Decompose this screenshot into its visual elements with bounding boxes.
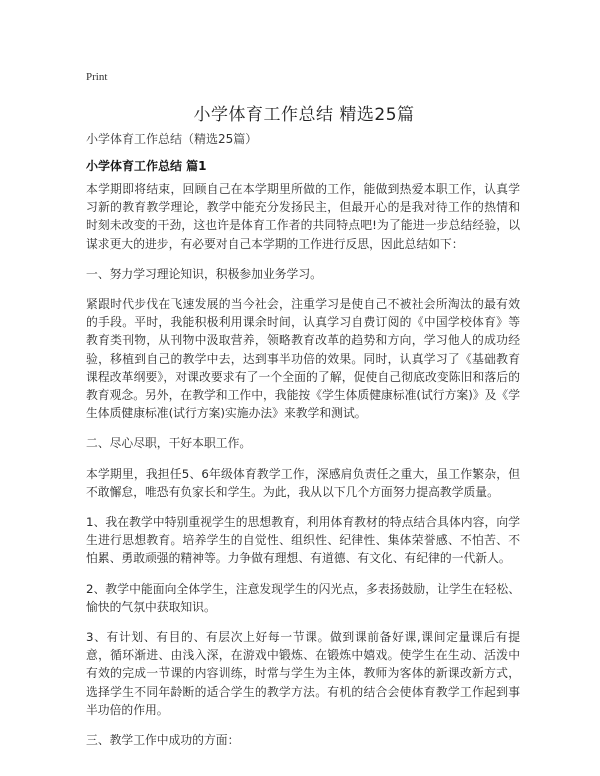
paragraph-study: 紧跟时代步伐在飞速发展的当今社会，注重学习是使自己不被社会所淘汰的最有效的手段。平时，我能积极利用课余时间，认真学习自费订阅的《中国学校体育》等教育类刊物，从刊物中汲取营养，领略教育改革的趋势和方向，学习他人的成功经验，移植到自己的教学中去，达到事半功倍的效果。同时，认真学习了《基础教育课程改革纲要》，对课改要求有了一个全面的了解，促使自己彻底改变陈旧和落后的教育观念。另外，在教学和工作中，我能按《学生体质健康标准(试行方案)》及《学生体质健康标准(试行方案)实施办法》来教学和测试。	[86, 297, 520, 421]
print-label: Print	[86, 71, 108, 83]
heading-part-three: 三、教学工作中成功的方面：	[86, 733, 240, 748]
paragraph-item-1: 1、我在教学中特别重视学生的思想教育，利用体育教材的特点结合具体内容，向学生进行思想教育。培养学生的自觉性、组织性、纪律性、集体荣誉感、不怕苦、不怕累、勇敢顽强的精神等。力争做有理想、有道德、有文化、有纪律的一代新人。	[86, 515, 520, 566]
document-title: 小学体育工作总结 精选25篇	[193, 105, 415, 125]
heading-part-one: 一、努力学习理论知识，积极参加业务学习。	[86, 266, 322, 281]
paragraph-item-2: 2、教学中能面向全体学生，注意发现学生的闪光点，多表扬鼓励，让学生在轻松、愉快的气氛中获取知识。	[86, 581, 520, 614]
paragraph-duties: 本学期里，我担任5、6年级体育教学工作，深感肩负责任之重大，虽工作繁杂，但不敢懈怠，唯恐有负家长和学生。为此，我从以下几个方面努力提高教学质量。	[86, 466, 520, 499]
section-heading: 小学体育工作总结 篇1	[86, 159, 207, 173]
document-body	[86, 180, 520, 761]
paragraph-intro: 本学期即将结束，回顾自己在本学期里所做的工作，能做到热爱本职工作，认真学习新的教育教学理论，教学中能充分发扬民主，但最开心的是我对待工作的热情和时刻未改变的干劲，这也许是体育工作者的共同特点吧!为了能进一步总结经验，以谋求更大的进步，有必要对自己本学期的工作进行反思，因此总结如下：	[86, 182, 520, 251]
paragraph-item-3: 3、有计划、有目的、有层次上好每一节课。做到课前备好课,课间定量课后有提意，循环渐进、由浅入深，在游戏中锻炼、在锻炼中嬉戏。使学生在生动、活泼中有效的完成一节课的内容训练，时常与学生为主体，教师为客体的新课改新方式，选择学生不同年龄断的适合学生的教学方法。有机的结合会使体育教学工作起到事半功倍的作用。	[86, 630, 520, 717]
heading-part-two: 二、尽心尽职，干好本职工作。	[86, 436, 252, 451]
document-subtitle: 小学体育工作总结（精选25篇）	[86, 132, 258, 146]
